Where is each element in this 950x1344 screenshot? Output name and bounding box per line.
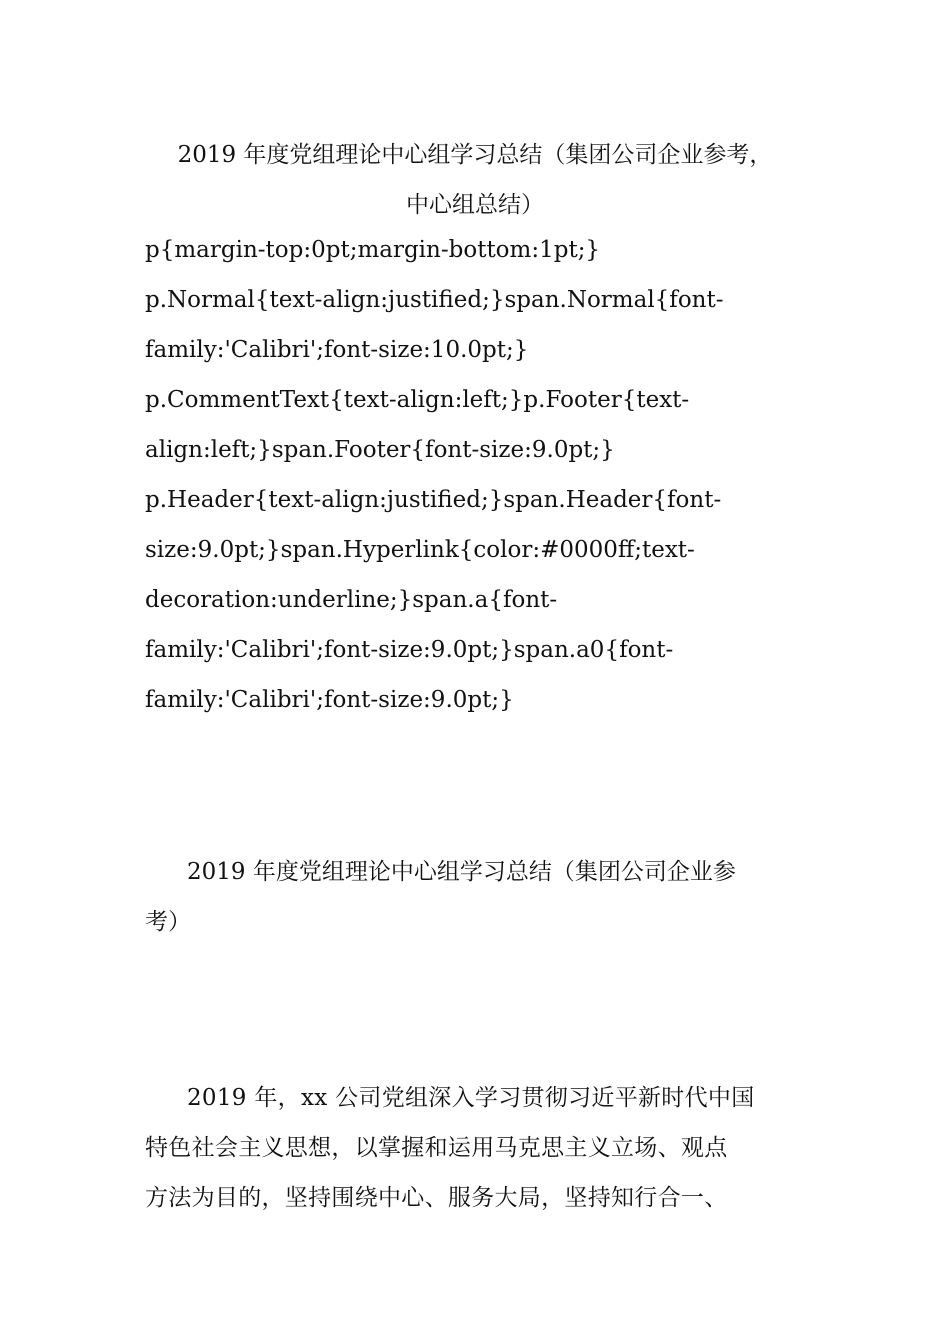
body-line: 2019 年，xx 公司党组深入学习贯彻习近平新时代中国 — [187, 1085, 755, 1111]
body-line: 特色社会主义思想，以掌握和运用马克思主义立场、观点 — [145, 1135, 728, 1161]
css-line: size:9.0pt;}span.Hyperlink{color:#0000ff;text- — [145, 537, 695, 563]
css-line: family:'Calibri';font-size:9.0pt;}span.a0{font- — [145, 637, 674, 663]
section-heading-line-1: 2019 年度党组理论中心组学习总结（集团公司企业参 — [187, 859, 736, 885]
body-paragraph — [145, 1073, 805, 1223]
title-line-1: 2019 年度党组理论中心组学习总结（集团公司企业参考， — [177, 142, 773, 168]
css-line: p{margin-top:0pt;margin-bottom:1pt;} — [145, 237, 601, 263]
section-heading — [145, 847, 805, 947]
css-line: align:left;}span.Footer{font-size:9.0pt;} — [145, 437, 615, 463]
body-line: 方法为目的，坚持围绕中心、服务大局，坚持知行合一、 — [145, 1185, 728, 1211]
css-line: family:'Calibri';font-size:10.0pt;} — [145, 337, 529, 363]
css-line: p.CommentText{text-align:left;}p.Footer{text- — [145, 387, 690, 413]
css-line: family:'Calibri';font-size:9.0pt;} — [145, 687, 514, 713]
stray-css-text — [145, 225, 805, 725]
css-line: p.Normal{text-align:justified;}span.Normal{font- — [145, 287, 724, 313]
title-line-2: 中心组总结） — [406, 192, 544, 218]
css-line: p.Header{text-align:justified;}span.Header{font- — [145, 487, 722, 513]
document-title — [145, 130, 805, 230]
section-heading-line-2: 考） — [145, 909, 191, 935]
css-line: decoration:underline;}span.a{font- — [145, 587, 558, 613]
